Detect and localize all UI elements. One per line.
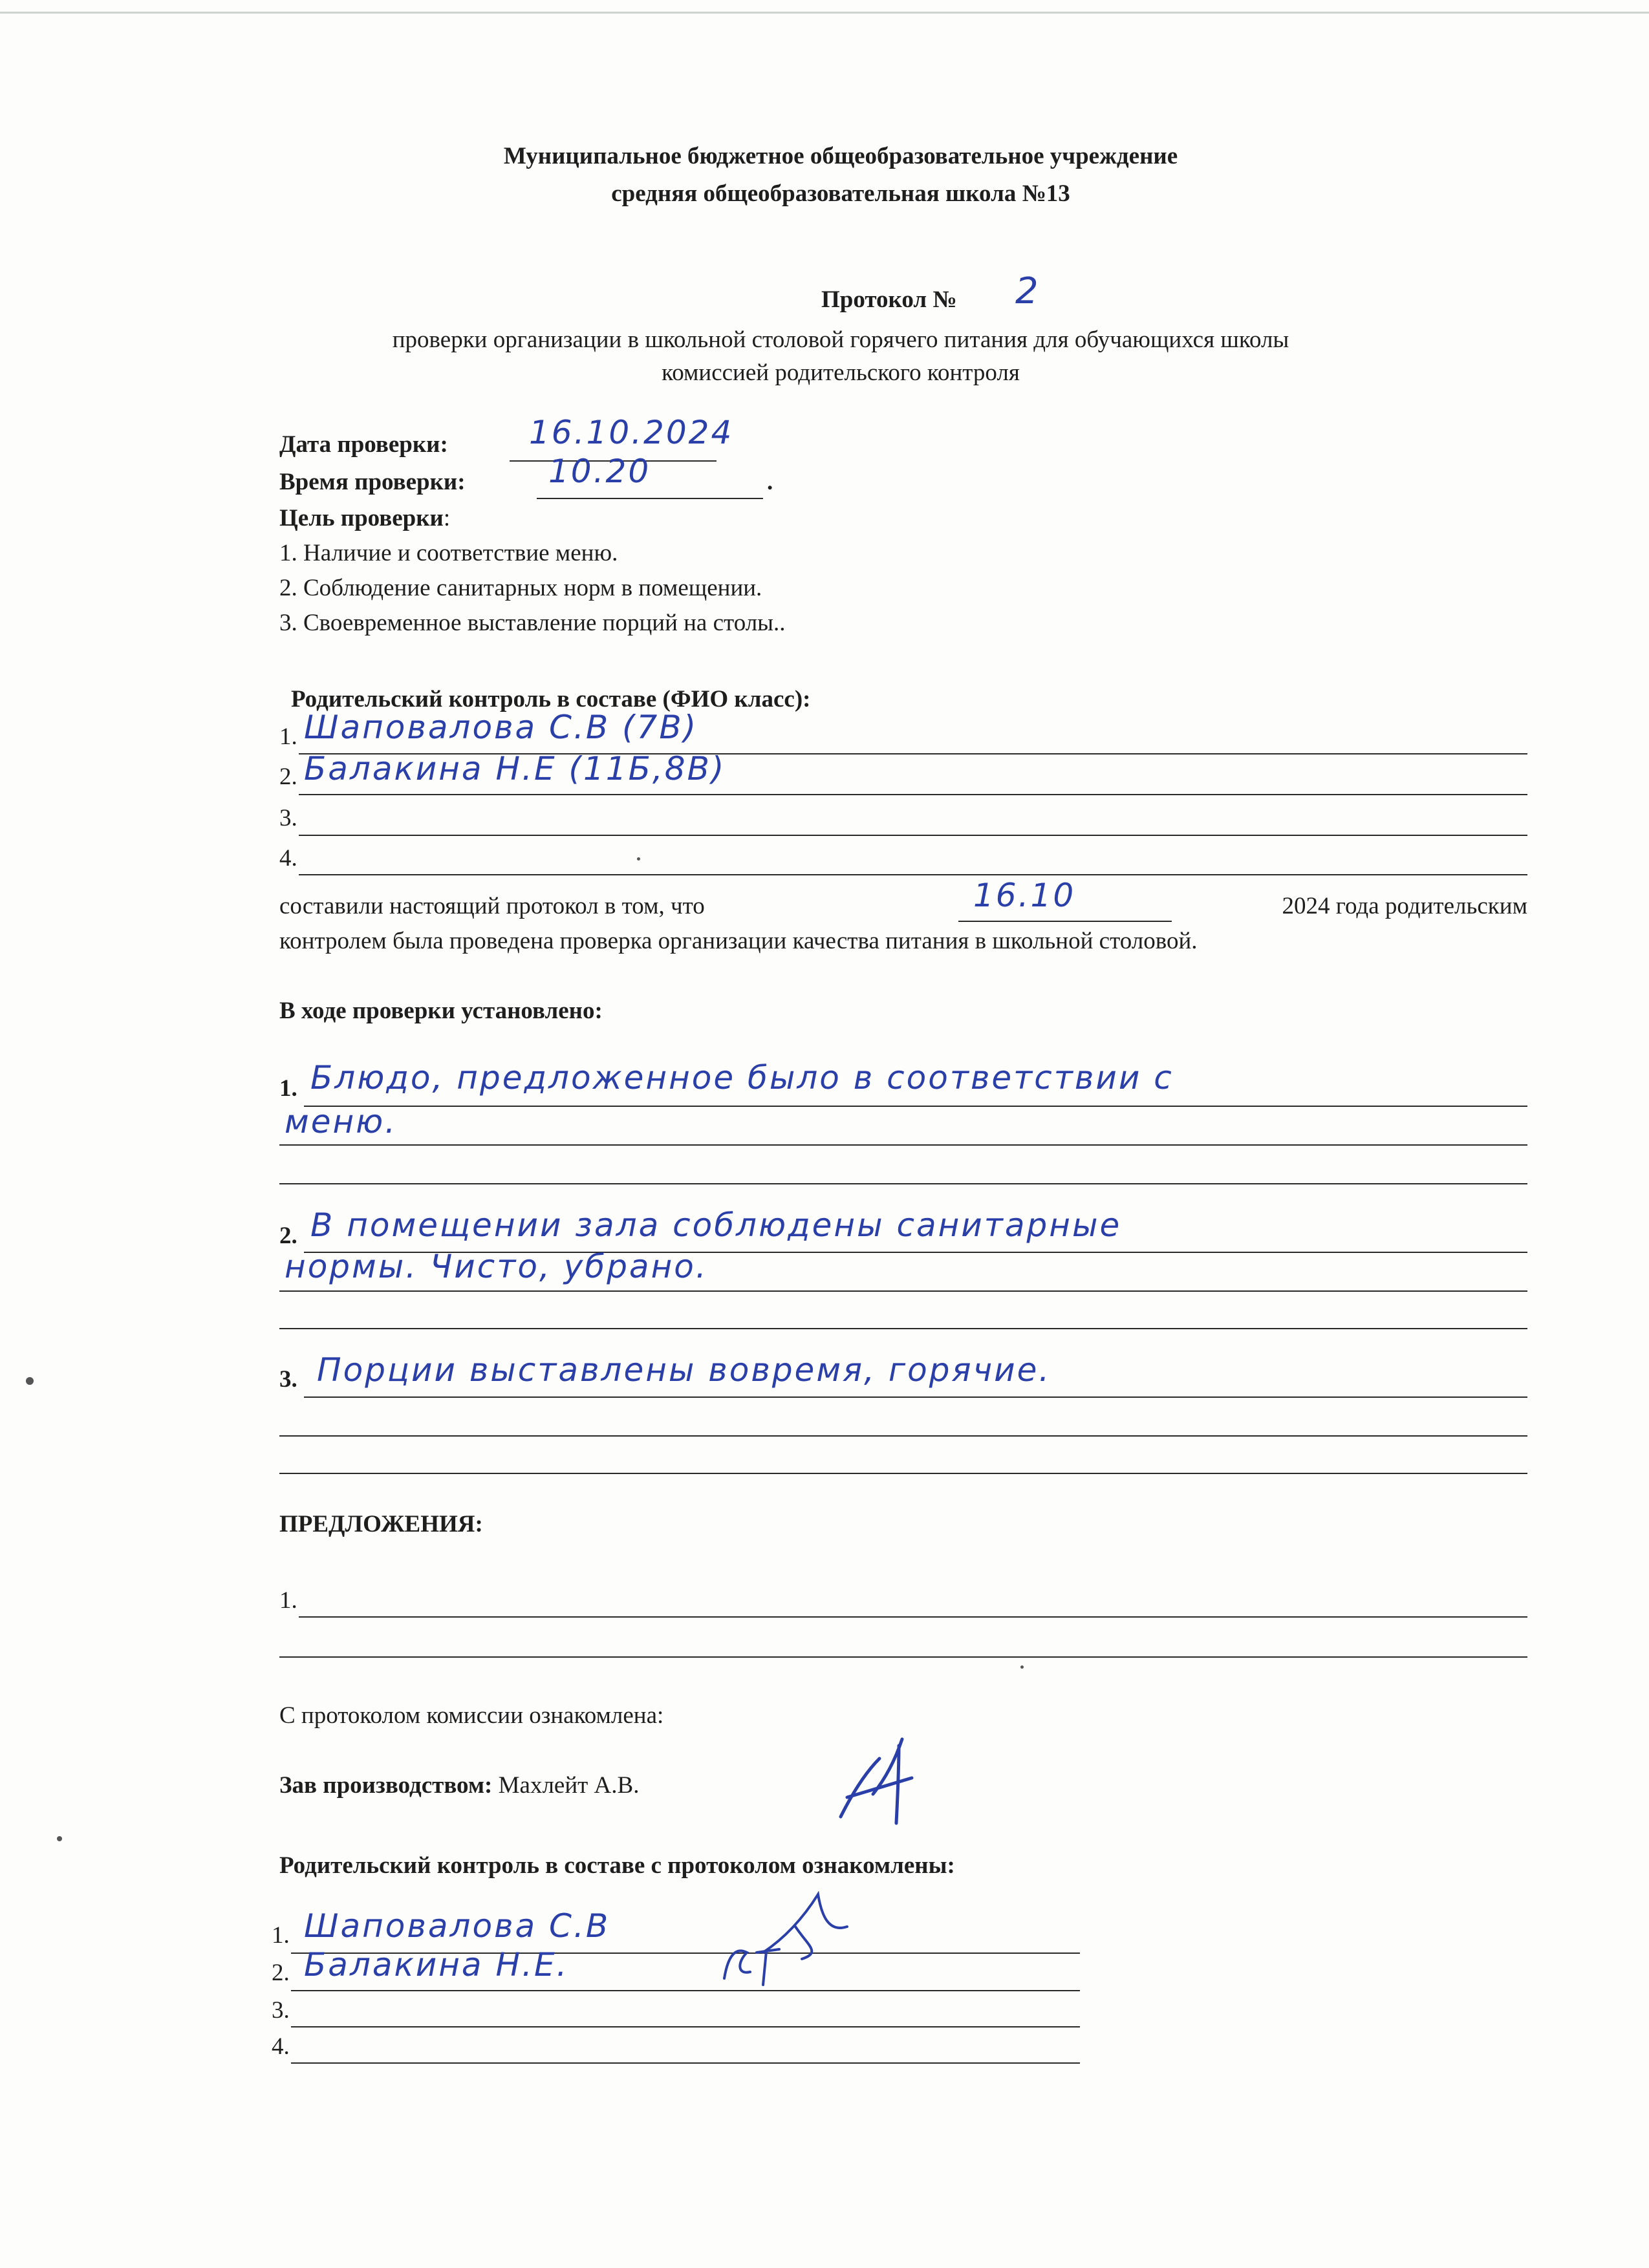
committee-line xyxy=(299,874,1527,875)
parents-ack-line xyxy=(291,2062,1080,2064)
time-underline xyxy=(537,498,763,499)
goal-heading xyxy=(279,504,450,533)
acquainted-text: С протоколом комиссии ознакомлена: xyxy=(279,1702,664,1729)
findings-label: В ходе проверки установлено: xyxy=(279,998,603,1024)
finding-1-line2: меню. xyxy=(285,1103,398,1140)
protocol-number: 2 xyxy=(1015,270,1042,312)
goal-item: 1. Наличие и соответствие меню. xyxy=(279,540,618,566)
committee-member: Шаповалова С.В (7В) xyxy=(304,709,698,746)
finding-line xyxy=(279,1144,1527,1146)
statement-line2: контролем была проведена проверка организации качества питания в школьной столовой. xyxy=(279,928,1198,954)
committee-member: Балакина Н.Е (11Б,8В) xyxy=(304,750,726,787)
goal-label: Цель проверки xyxy=(279,505,444,531)
protocol-subtitle-line1: проверки организации в школьной столовой горячего питания для обучающихся школы xyxy=(392,326,1289,353)
parents-ack-label: Родительский контроль в составе с протоколом ознакомлены: xyxy=(279,1852,955,1879)
manager-label: Зав производством: xyxy=(279,1772,493,1799)
finding-2-line1: В помещении зала соблюдены санитарные xyxy=(310,1206,1122,1244)
finding-2-line2: нормы. Чисто, убрано. xyxy=(285,1248,708,1285)
protocol-title xyxy=(821,286,957,314)
finding-number: 2. xyxy=(279,1223,297,1249)
manager-name: Махлейт А.В. xyxy=(498,1772,640,1799)
scan-speck xyxy=(637,857,640,861)
goal-colon: : xyxy=(443,505,451,531)
finding-line xyxy=(279,1290,1527,1292)
time-label: Время проверки: xyxy=(279,469,466,495)
statement-line1 xyxy=(279,892,1527,921)
committee-number: 1. xyxy=(279,723,297,750)
manager-line xyxy=(279,1771,639,1800)
organization-name-line2: средняя общеобразовательная школа №13 xyxy=(611,180,1070,207)
statement-date-underline xyxy=(958,921,1172,922)
parents-ack-line xyxy=(291,1990,1080,1991)
goal-item: 3. Своевременное выставление порций на столы.. xyxy=(279,610,786,636)
proposals-label: ПРЕДЛОЖЕНИЯ: xyxy=(279,1511,483,1537)
protocol-title-prefix: Протокол № xyxy=(821,286,957,313)
date-label: Дата проверки: xyxy=(279,431,448,458)
parents-ack-member: Балакина Н.Е. xyxy=(304,1946,569,1984)
statement-text-end: 2024 года родительским xyxy=(1282,893,1527,919)
committee-number: 4. xyxy=(279,845,297,872)
scan-speck xyxy=(57,1836,62,1841)
scan-speck xyxy=(26,1377,34,1385)
organization-name-line1: Муниципальное бюджетное общеобразовательное учреждение xyxy=(503,143,1178,169)
parents-ack-number: 2. xyxy=(272,1960,290,1986)
statement-date-value: 16.10 xyxy=(973,877,1076,914)
protocol-subtitle-line2: комиссией родительского контроля xyxy=(662,359,1020,386)
finding-line xyxy=(279,1473,1527,1474)
parent-2-signature xyxy=(718,1940,789,1991)
committee-label: Родительский контроль в составе (ФИО класс): xyxy=(291,686,811,712)
scan-edge xyxy=(0,12,1649,14)
scan-speck xyxy=(1020,1665,1024,1669)
parents-ack-line xyxy=(291,2026,1080,2027)
finding-number: 1. xyxy=(279,1075,297,1102)
time-end-mark: . xyxy=(767,469,773,495)
finding-number: 3. xyxy=(279,1366,297,1393)
committee-line xyxy=(299,835,1527,836)
parents-ack-number: 4. xyxy=(272,2033,290,2060)
parents-ack-number: 1. xyxy=(272,1922,290,1949)
date-value: 16.10.2024 xyxy=(529,414,734,451)
manager-signature xyxy=(834,1733,931,1830)
proposal-line xyxy=(299,1616,1527,1618)
finding-line xyxy=(304,1106,1527,1107)
time-value: 10.20 xyxy=(548,453,651,490)
finding-line xyxy=(279,1328,1527,1329)
parents-ack-number: 3. xyxy=(272,1997,290,2024)
committee-line xyxy=(299,794,1527,795)
parents-ack-member: Шаповалова С.В xyxy=(304,1907,610,1945)
proposal-line xyxy=(279,1656,1527,1658)
finding-text xyxy=(310,1059,1436,1097)
finding-1-line1: Блюдо, предложенное было в соответствии с xyxy=(310,1059,1174,1097)
committee-number: 2. xyxy=(279,764,297,790)
statement-text-start: составили настоящий протокол в том, что xyxy=(279,893,705,919)
goal-item: 2. Соблюдение санитарных норм в помещении. xyxy=(279,575,762,601)
finding-line xyxy=(279,1435,1527,1437)
proposal-number: 1. xyxy=(279,1587,297,1614)
finding-line xyxy=(304,1396,1527,1398)
finding-3-line1: Порции выставлены вовремя, горячие. xyxy=(317,1351,1051,1389)
committee-number: 3. xyxy=(279,805,297,831)
finding-line xyxy=(279,1183,1527,1184)
